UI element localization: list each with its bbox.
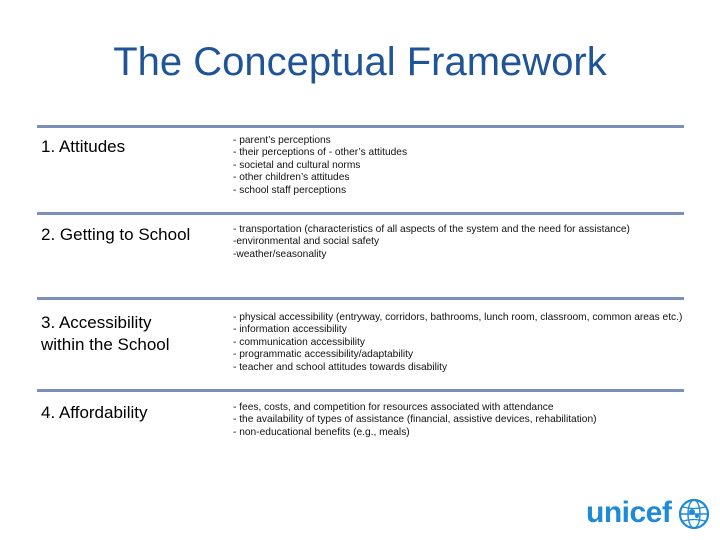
row-label [41, 402, 147, 424]
row-label-line: 3. Accessibility [41, 313, 152, 332]
logo-wordmark: unicef [586, 496, 672, 529]
unicef-logo [586, 494, 712, 538]
row-label-line: within the School [41, 335, 170, 354]
framework-row-attitudes [37, 125, 684, 200]
detail-line: - teacher and school attitudes towards disability [233, 361, 448, 373]
detail-line: - the availability of types of assistance (financial, assistive devices, rehabilitation) [233, 414, 597, 426]
detail-line: -weather/seasonality [233, 248, 327, 260]
unicef-emblem-icon [678, 498, 710, 530]
detail-line: - school staff perceptions [233, 184, 347, 196]
detail-line: - transportation (characteristics of all aspects of the system and the need for assistance) [233, 224, 630, 235]
row-label [41, 312, 170, 356]
row-label-line: 4. Affordability [41, 403, 148, 422]
detail-line: - societal and cultural norms [233, 159, 361, 171]
detail-line: - communication accessibility [233, 336, 365, 348]
detail-line: - non-educational benefits (e.g., meals) [233, 426, 410, 438]
detail-line: - programmatic accessibility/adaptability [233, 349, 414, 361]
slide-title: The Conceptual Framework [113, 40, 607, 84]
detail-line: - information accessibility [233, 324, 347, 336]
detail-line: - their perceptions of - other’s attitudes [233, 147, 408, 159]
framework-row-getting-to-school [37, 212, 684, 285]
detail-line: - parent’s perceptions [233, 135, 331, 146]
row-label [41, 224, 190, 246]
row-details [233, 135, 407, 197]
row-label-line: 2. Getting to School [41, 225, 191, 244]
detail-line: - other children’s attitudes [233, 172, 350, 184]
detail-line: - fees, costs, and competition for resources associated with attendance [233, 402, 554, 413]
row-details [233, 402, 597, 439]
detail-line: -environmental and social safety [233, 236, 380, 248]
row-details [233, 224, 630, 261]
framework-row-accessibility [37, 297, 684, 380]
row-label-line: 1. Attitudes [41, 137, 126, 156]
detail-line: - physical accessibility (entryway, corridors, bathrooms, lunch room, classroom, common areas etc.) [233, 312, 683, 323]
row-details [233, 312, 682, 374]
framework-row-affordability [37, 389, 684, 454]
row-label [41, 136, 125, 158]
